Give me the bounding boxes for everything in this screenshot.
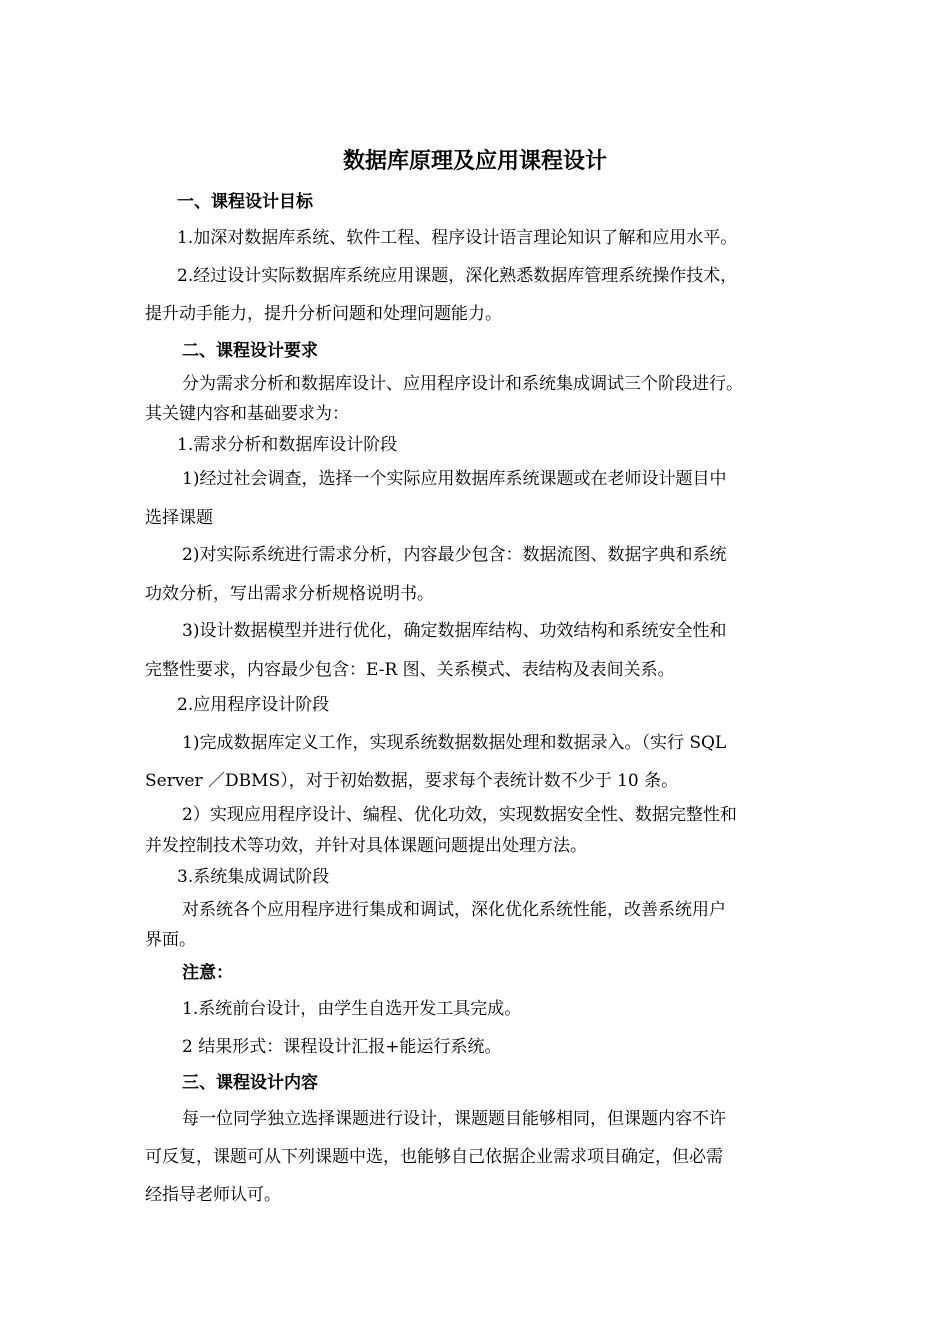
paragraph-line: 3)设计数据模型并进行优化，确定数据库结构、功效结构和系统安全性和 (182, 621, 727, 641)
paragraph-line: 1)经过社会调查，选择一个实际应用数据库系统课题或在老师设计题目中 (182, 469, 727, 489)
paragraph-line: 可反复，课题可从下列课题中选，也能够自己依据企业需求项目确定，但必需 (145, 1147, 723, 1167)
paragraph-line: 2)对实际系统进行需求分析，内容最少包含：数据流图、数据字典和系统 (182, 545, 727, 565)
paragraph-line: 选择课题 (145, 508, 213, 528)
paragraph-line: 1)完成数据库定义工作，实现系统数据数据处理和数据录入。（实行 SQL (182, 733, 727, 753)
paragraph-line: 经指导老师认可。 (145, 1185, 281, 1205)
note-heading: 注意： (182, 963, 233, 983)
paragraph-line: 每一位同学独立选择课题进行设计，课题题目能够相同，但课题内容不许 (182, 1109, 726, 1129)
paragraph-line: 其关键内容和基础要求为： (145, 404, 349, 424)
paragraph-line: 2）实现应用程序设计、编程、优化功效，实现数据安全性、数据完整性和 (182, 805, 737, 825)
subheading-line: 1.需求分析和数据库设计阶段 (177, 435, 398, 455)
paragraph-line: 1.系统前台设计，由学生自选开发工具完成。 (182, 999, 522, 1019)
paragraph-line: 2.经过设计实际数据库系统应用课题，深化熟悉数据库管理系统操作技术， (177, 266, 738, 286)
paragraph-line: 功效分析，写出需求分析规格说明书。 (145, 584, 434, 604)
paragraph-line: 完整性要求，内容最少包含：E-R 图、关系模式、表结构及表间关系。 (145, 660, 675, 680)
paragraph-line: Server ／DBMS），对于初始数据，要求每个表统计数不少于 10 条。 (145, 771, 679, 791)
section-heading-requirements: 二、课程设计要求 (182, 341, 318, 361)
document-title: 数据库原理及应用课程设计 (342, 148, 607, 174)
paragraph-line: 分为需求分析和数据库设计、应用程序设计和系统集成调试三个阶段进行。 (182, 374, 743, 394)
subheading-line: 3.系统集成调试阶段 (177, 867, 330, 887)
section-heading-goals: 一、课程设计目标 (177, 192, 313, 212)
paragraph-line: 1.加深对数据库系统、软件工程、程序设计语言理论知识了解和应用水平。 (177, 228, 738, 248)
subheading-line: 2.应用程序设计阶段 (177, 695, 330, 715)
paragraph-line: 并发控制技术等功效，并针对具体课题问题提出处理方法。 (145, 836, 587, 856)
paragraph-line: 对系统各个应用程序进行集成和调试，深化优化系统性能，改善系统用户 (182, 900, 726, 920)
paragraph-line: 界面。 (145, 930, 196, 950)
paragraph-line: 2 结果形式：课程设计汇报+能运行系统。 (182, 1037, 502, 1057)
section-heading-content: 三、课程设计内容 (182, 1073, 318, 1093)
paragraph-line: 提升动手能力，提升分析问题和处理问题能力。 (145, 304, 502, 324)
